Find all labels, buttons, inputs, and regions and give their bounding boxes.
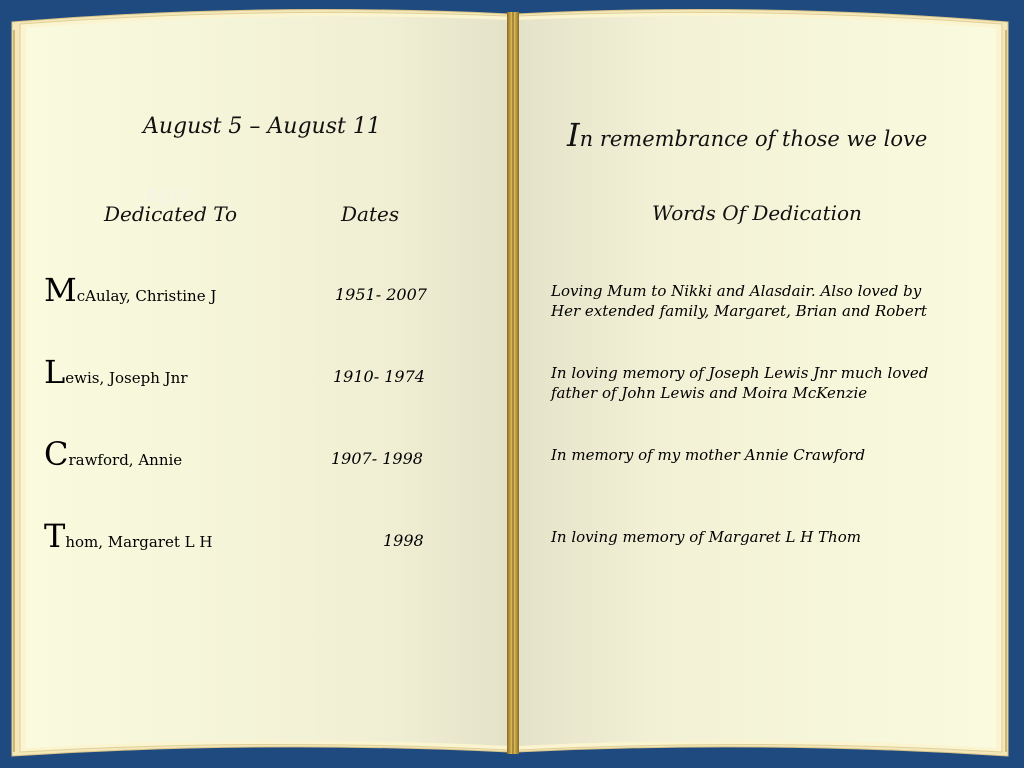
dedication-text [551, 445, 865, 465]
entry-surname: hom, Margaret L H [65, 533, 213, 551]
entry-surname: rawford, Annie [68, 451, 183, 469]
dedication-line: Her extended family, Margaret, Brian and Robert [551, 302, 927, 320]
entry-dates: 1910- 1974 [333, 367, 425, 386]
ghost-month-text: April [145, 183, 191, 207]
dedication-text [551, 281, 927, 321]
entry-initial: M [44, 271, 77, 309]
dedication-text [551, 363, 928, 403]
entry-dates: 1998 [383, 531, 424, 550]
date-range: August 5 – August 11 [143, 114, 381, 139]
title-text: n remembrance of those we love [579, 127, 928, 151]
entry-initial: T [44, 517, 66, 555]
entry-name [44, 271, 217, 309]
entry-dates: 1951- 2007 [335, 285, 427, 304]
entry-surname: ewis, Joseph Jnr [65, 369, 188, 387]
dedication-line: Loving Mum to Nikki and Alasdair. Also loved by [551, 282, 922, 300]
entry-name [44, 435, 183, 473]
entry-surname: cAulay, Christine J [76, 287, 217, 305]
entry-name [44, 353, 188, 391]
dedication-line: father of John Lewis and Moira McKenzie [551, 384, 868, 402]
dedication-text [551, 527, 861, 547]
title-initial: I [567, 116, 580, 154]
words-of-dedication-header: Words Of Dedication [652, 201, 862, 225]
entry-name [44, 517, 213, 555]
entry-dates: 1907- 1998 [331, 449, 423, 468]
dedicated-to-header: Dedicated To [104, 202, 238, 226]
dedication-line: In memory of my mother Annie Crawford [551, 446, 866, 464]
dedication-line: In loving memory of Margaret L H Thom [551, 528, 861, 546]
dates-header: Dates [341, 202, 400, 226]
entry-initial: C [44, 435, 69, 473]
dedication-line: In loving memory of Joseph Lewis Jnr much loved [551, 364, 929, 382]
remembrance-title [567, 116, 927, 154]
entry-initial: L [44, 353, 66, 391]
